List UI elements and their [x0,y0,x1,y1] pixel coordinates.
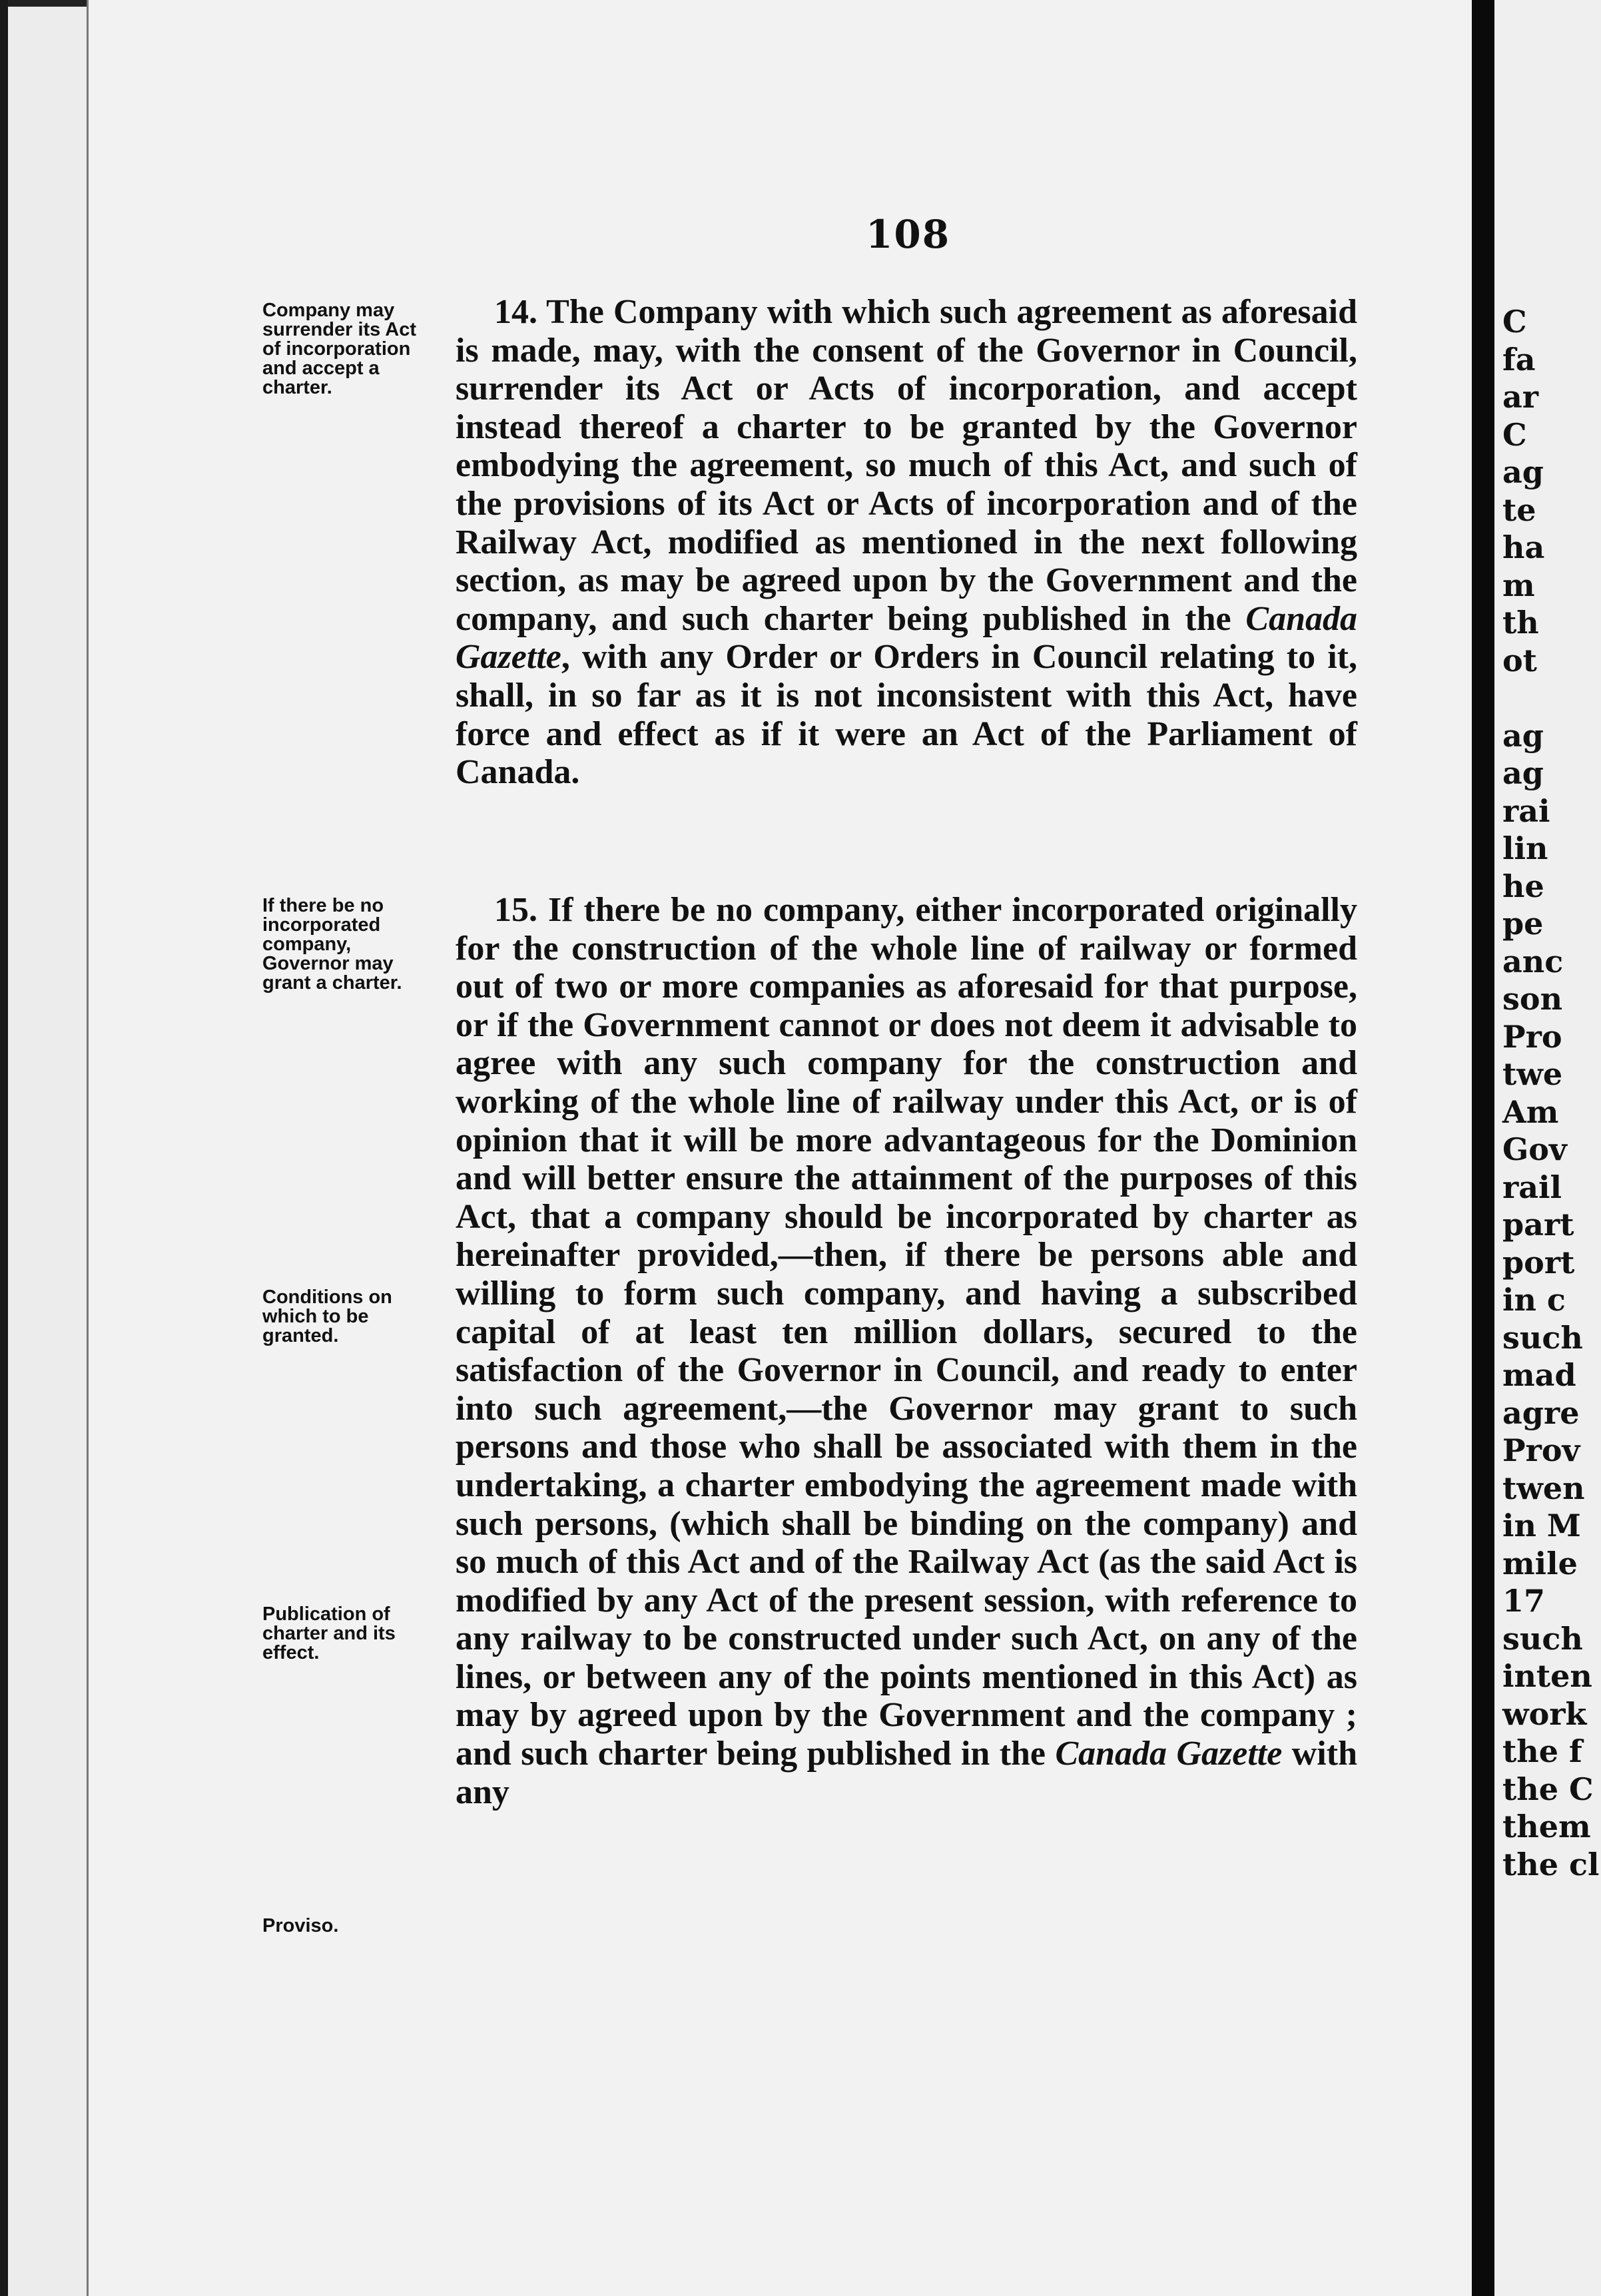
section-text: , with any Order or Orders in Council relating to it, shall, in so far as it is not inconsistent with this Act, have force and effect as if it were an Act of the Parliament of Canada. [456,638,1357,792]
margin-note-surrender: Company may surrender its Act of incorporation and accept a charter. [262,300,416,398]
section-14 [456,293,1357,792]
margin-note-grant-charter: If there be no incorporated company, Governor may grant a charter. [262,895,402,994]
facing-page [1494,0,1601,2296]
section-15 [456,891,1357,1811]
section-text-italic: Canada Gazette [456,599,1357,677]
margin-note-publication: Publication of charter and its effect. [262,1603,396,1663]
facing-page-text: C fa ar C ag te ha m th ot ag ag rai lin he pe anc son Pro twe Am Gov rail part port in c such mad agre Prov twen in M mile 17 such inten work the f the C them the cl [1502,304,1600,1882]
book-gutter [1472,0,1494,2296]
section-text: The Company with which such agreement as aforesaid is made, may, with the consent of the Governor in Council, surrender its Act or Acts of incorporation, and accept instead thereof a charter to be granted by the Governor embodying the agreement, so much of this Act, and such of the provisions of its Act or Acts of incorporation and of the Railway Act, modified as mentioned in the next following section, as may be agreed upon by the Government and the company, and such charter being published in the [456,293,1357,638]
scan-left-edge [0,0,8,2296]
margin-note-proviso: Proviso. [262,1915,339,1936]
margin-note-conditions: Conditions on which to be granted. [262,1287,392,1346]
section-text-italic: Canada Gazette [1055,1735,1283,1773]
section-text: with any [456,1735,1357,1811]
section-number: 14. [494,293,537,331]
section-number: 15. [494,891,537,929]
page-number: 108 [866,212,951,257]
section-text: If there be no company, either incorporated originally for the construction of the whole line of railway or formed out of two or more companies as aforesaid for that purpose, or if the Government cannot or does not deem it advisable to agree with any such company for the construction and working of the whole line of railway under this Act, or is of opinion that it will be more advantageous for the Dominion and will better ensure the attainment of the purposes of this Act, that a company should be incorporated by charter as hereinafter provided,—then, if there be persons able and willing to form such company, and having a subscribed capital of at least ten million dollars, secured to the satisfaction of the Governor in Council, and ready to enter into such agreement,—the Governor may grant to such persons and those who shall be associated with them in the undertaking, a charter embodying the agreement made with such persons, (which shall be binding on the company) and so much of this Act and of the Railway Act (as the said Act is modified by any Act of the present session, with reference to any railway to be constructed under such Act, on any of the lines, or between any of the points mentioned in this Act) as may by agreed upon by the Government and the company ; and such charter being published in the [456,891,1357,1773]
